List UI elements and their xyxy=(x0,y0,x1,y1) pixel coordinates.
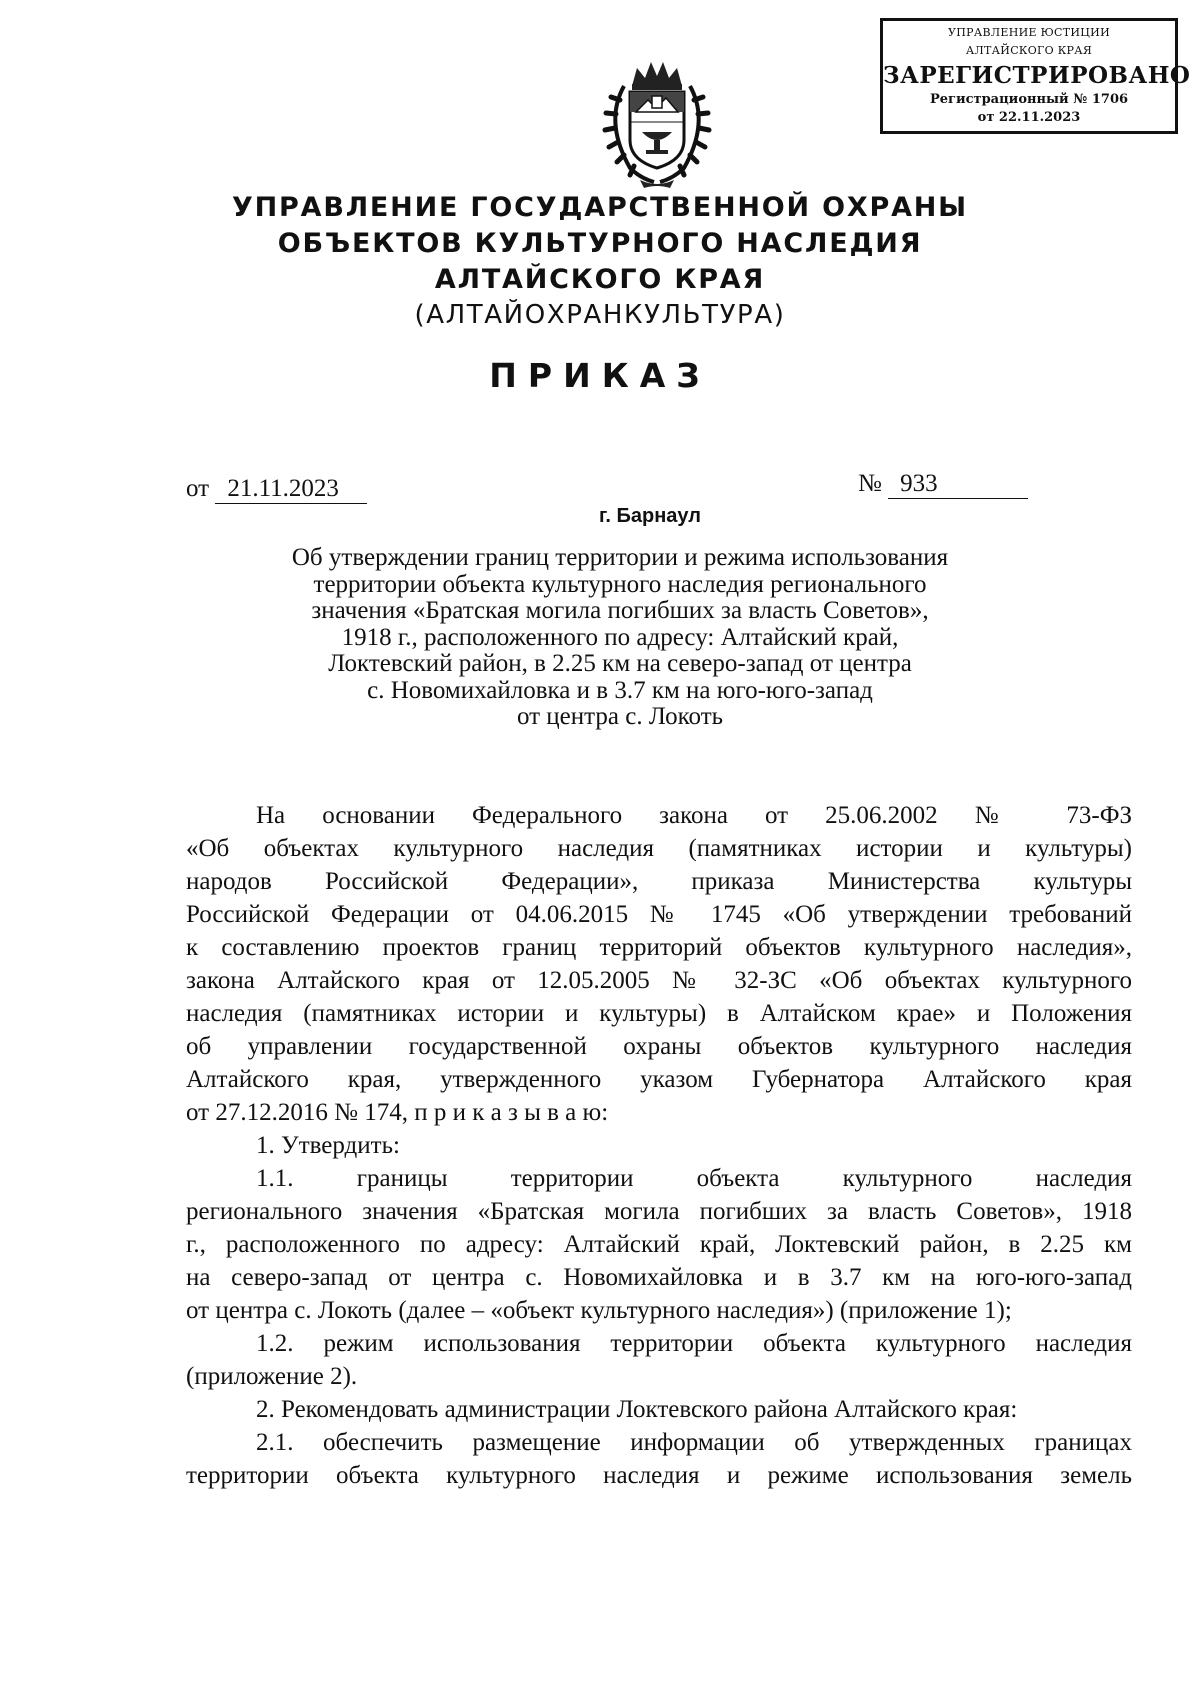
date-prefix: от xyxy=(186,475,210,502)
item-1-1-line: регионального значения «Братская могила погибших за власть Советов», 1918 xyxy=(186,1198,1132,1225)
subject-line: 1918 г., расположенного по адресу: Алтайский край, xyxy=(341,623,899,651)
coat-of-arms-icon xyxy=(592,56,722,190)
subject-line: Об утверждении границ территории и режима использования xyxy=(291,544,949,571)
item-1-1-line: г., расположенного по адресу: Алтайский край, Локтевский район, в 2.25 км xyxy=(186,1231,1132,1258)
body-line: от 27.12.2016 № 174, п р и к а з ы в а ю: xyxy=(186,1099,609,1126)
date-value: 21.11.2023 xyxy=(215,475,367,504)
org-name-line2: ОБЪЕКТОВ КУЛЬТУРНОГО НАСЛЕДИЯ xyxy=(277,228,923,259)
item-2: 2. Рекомендовать администрации Локтевского района Алтайского края: xyxy=(256,1396,1018,1423)
item-1-1-line: 1.1. границы территории объекта культурного наследия xyxy=(256,1165,1132,1192)
body-line: наследия (памятниках истории и культуры) в Алтайском крае» и Положения xyxy=(186,1000,1132,1027)
item-2-1-line: территории объекта культурного наследия и режиме использования земель xyxy=(186,1462,1132,1489)
stamp-reg-number: Регистрационный № 1706 xyxy=(929,92,1129,107)
body-line: к составлению проектов границ территорий объектов культурного наследия», xyxy=(186,934,1132,961)
body-line: Алтайского края, утвержденного указом Губернатора Алтайского края xyxy=(186,1066,1132,1093)
subject-line: территории объекта культурного наследия регионального xyxy=(313,570,927,598)
org-name-line1: УПРАВЛЕНИЕ ГОСУДАРСТВЕННОЙ ОХРАНЫ xyxy=(232,192,968,223)
item-1-1-line: от центра с. Локоть (далее – «объект культурного наследия») (приложение 1); xyxy=(186,1297,1012,1324)
number-value: 933 xyxy=(888,470,1028,499)
body-line: народов Российской Федерации», приказа Министерства культуры xyxy=(186,868,1132,895)
org-name-line3: АЛТАЙСКОГО КРАЯ xyxy=(434,264,766,295)
subject-line: Локтевский район, в 2.25 км на северо-запад от центра xyxy=(328,650,912,677)
registration-stamp xyxy=(880,18,1191,134)
body-line: Российской Федерации от 04.06.2015 № 1745 «Об утверждении требований xyxy=(186,901,1132,928)
org-abbreviation: (АЛТАЙОХРАНКУЛЬТУРА) xyxy=(414,300,786,330)
item-2-1-line: 2.1. обеспечить размещение информации об утвержденных границах xyxy=(256,1429,1132,1456)
body-line: «Об объектах культурного наследия (памятниках истории и культуры) xyxy=(186,835,1132,862)
order-subject xyxy=(200,545,1040,731)
order-number xyxy=(858,470,1028,499)
number-prefix: № xyxy=(858,470,882,497)
document-type: ПРИКАЗ xyxy=(489,356,711,395)
body-line: На основании Федерального закона от 25.06.2002 № 73-ФЗ xyxy=(256,802,1132,829)
subject-line: значения «Братская могила погибших за власть Советов», xyxy=(311,597,929,624)
order-body xyxy=(186,799,1132,1492)
item-1: 1. Утвердить: xyxy=(256,1132,400,1159)
stamp-org-line2: АЛТАЙСКОГО КРАЯ xyxy=(965,44,1093,57)
item-1-2-line: (приложение 2). xyxy=(186,1363,358,1390)
item-1-1-line: на северо-запад от центра с. Новомихайловка и в 3.7 км на юго-юго-запад xyxy=(186,1264,1132,1291)
order-date xyxy=(186,475,367,504)
subject-line: с. Новомихайловка и в 3.7 км на юго-юго-запад xyxy=(367,676,873,704)
body-line: закона Алтайского края от 12.05.2005 № 32-ЗС «Об объектах культурного xyxy=(186,967,1132,994)
subject-line: от центра с. Локоть xyxy=(516,703,724,730)
city: г. Барнаул xyxy=(599,505,701,527)
stamp-reg-date: от 22.11.2023 xyxy=(977,110,1081,125)
stamp-org-line1: УПРАВЛЕНИЕ ЮСТИЦИИ xyxy=(948,26,1110,39)
item-1-2-line: 1.2. режим использования территории объекта культурного наследия xyxy=(256,1330,1132,1357)
stamp-status: ЗАРЕГИСТРИРОВАНО xyxy=(883,62,1191,89)
body-line: об управлении государственной охраны объектов культурного наследия xyxy=(186,1033,1132,1060)
